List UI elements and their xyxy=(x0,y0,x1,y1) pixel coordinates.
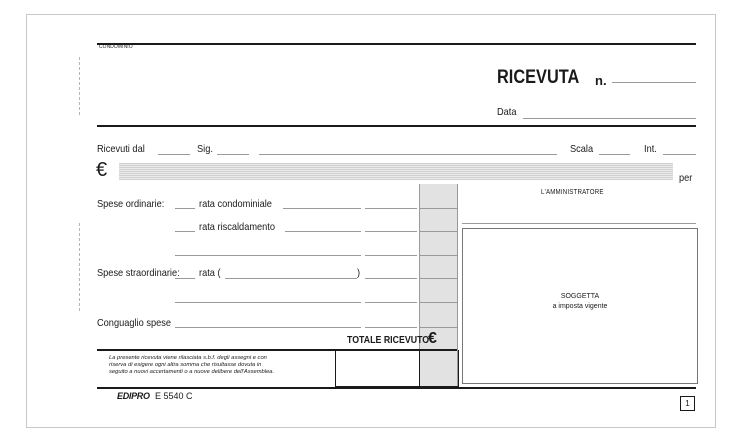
header-bottom-rule xyxy=(97,125,696,127)
number-label: n. xyxy=(595,73,607,88)
ordinary-extra-amount[interactable] xyxy=(365,255,417,256)
brand-logo: EDIPRO xyxy=(117,391,150,401)
extraordinary-extra-amount[interactable] xyxy=(365,302,417,303)
number-field[interactable] xyxy=(612,82,696,83)
ordinary-label: Spese ordinarie: xyxy=(97,198,165,210)
extraordinary-extra-cents[interactable] xyxy=(419,302,457,303)
int-field[interactable] xyxy=(663,154,696,155)
extraordinary-close: ) xyxy=(357,267,361,279)
receipt-title: RICEVUTA xyxy=(497,67,580,88)
admin-signature-field[interactable] xyxy=(462,223,696,224)
date-label: Data xyxy=(497,106,517,118)
date-field[interactable] xyxy=(523,118,696,119)
ordinary-item-1-amount[interactable] xyxy=(365,208,417,209)
extraordinary-item: rata ( xyxy=(199,267,221,279)
top-rule xyxy=(97,43,696,45)
bottom-rule xyxy=(97,387,696,389)
receipt-form xyxy=(26,14,716,428)
balance-amount[interactable] xyxy=(365,327,417,328)
ordinary-lead-field-2[interactable] xyxy=(175,231,195,232)
total-label: TOTALE RICEVUTO xyxy=(347,335,430,346)
total-amount-box[interactable] xyxy=(335,350,459,387)
received-from-field[interactable] xyxy=(158,154,190,155)
disclaimer-line-1: La presente ricevuta viene rilasciata s.b.f. degli assegni e con xyxy=(109,355,267,361)
scala-label: Scala xyxy=(570,143,594,155)
perforation-bottom xyxy=(79,223,80,311)
ordinary-item-1-field[interactable] xyxy=(283,208,361,209)
admin-label: L'AMMINISTRATORE xyxy=(541,189,604,196)
per-label: per xyxy=(679,172,693,184)
balance-cents[interactable] xyxy=(419,327,457,328)
disclaimer xyxy=(109,355,274,376)
ordinary-item-2-amount[interactable] xyxy=(365,231,417,232)
total-cents-divider xyxy=(419,350,420,386)
ordinary-item-1: rata condominiale xyxy=(199,198,272,210)
extraordinary-item-field[interactable] xyxy=(225,278,357,279)
stamp-line-1: SOGGETTA xyxy=(560,293,600,300)
form-code: E 5540 C xyxy=(155,391,193,401)
amount-field[interactable] xyxy=(119,163,673,180)
balance-label: Conguaglio spese xyxy=(97,317,171,329)
name-field[interactable] xyxy=(259,154,557,155)
ordinary-item-2: rata riscaldamento xyxy=(199,221,276,233)
page-number: 1 xyxy=(680,396,695,411)
ordinary-extra-field[interactable] xyxy=(175,255,361,256)
total-euro-sign: € xyxy=(428,330,437,347)
received-from-label: Ricevuti dal xyxy=(97,143,145,155)
disclaimer-line-3: seguito a nuovi accertamenti o a nuove delibere dell'Assemblea. xyxy=(109,369,275,375)
ordinary-extra-cents[interactable] xyxy=(419,255,457,256)
ordinary-item-2-cents[interactable] xyxy=(419,231,457,232)
disclaimer-line-2: riserva di esigere ogni altra somma che risultasse dovuta in xyxy=(109,362,262,368)
extraordinary-amount[interactable] xyxy=(365,278,417,279)
scala-field[interactable] xyxy=(599,154,630,155)
euro-sign: € xyxy=(96,159,108,181)
ordinary-lead-field[interactable] xyxy=(175,208,195,209)
perforation-top xyxy=(79,57,80,115)
balance-field[interactable] xyxy=(175,327,361,328)
int-label: Int. xyxy=(644,143,657,155)
stamp-line-2: a imposta vigente xyxy=(552,303,608,310)
extraordinary-label: Spese straordinarie: xyxy=(97,267,180,279)
ordinary-item-1-cents[interactable] xyxy=(419,208,457,209)
sig-field[interactable] xyxy=(217,154,249,155)
condominio-label: CONDOMINIO xyxy=(99,44,133,50)
sig-label: Sig. xyxy=(197,143,213,155)
ordinary-item-2-field[interactable] xyxy=(285,231,361,232)
extraordinary-lead-field[interactable] xyxy=(175,278,195,279)
extraordinary-cents[interactable] xyxy=(419,278,457,279)
extraordinary-extra-field[interactable] xyxy=(175,302,361,303)
